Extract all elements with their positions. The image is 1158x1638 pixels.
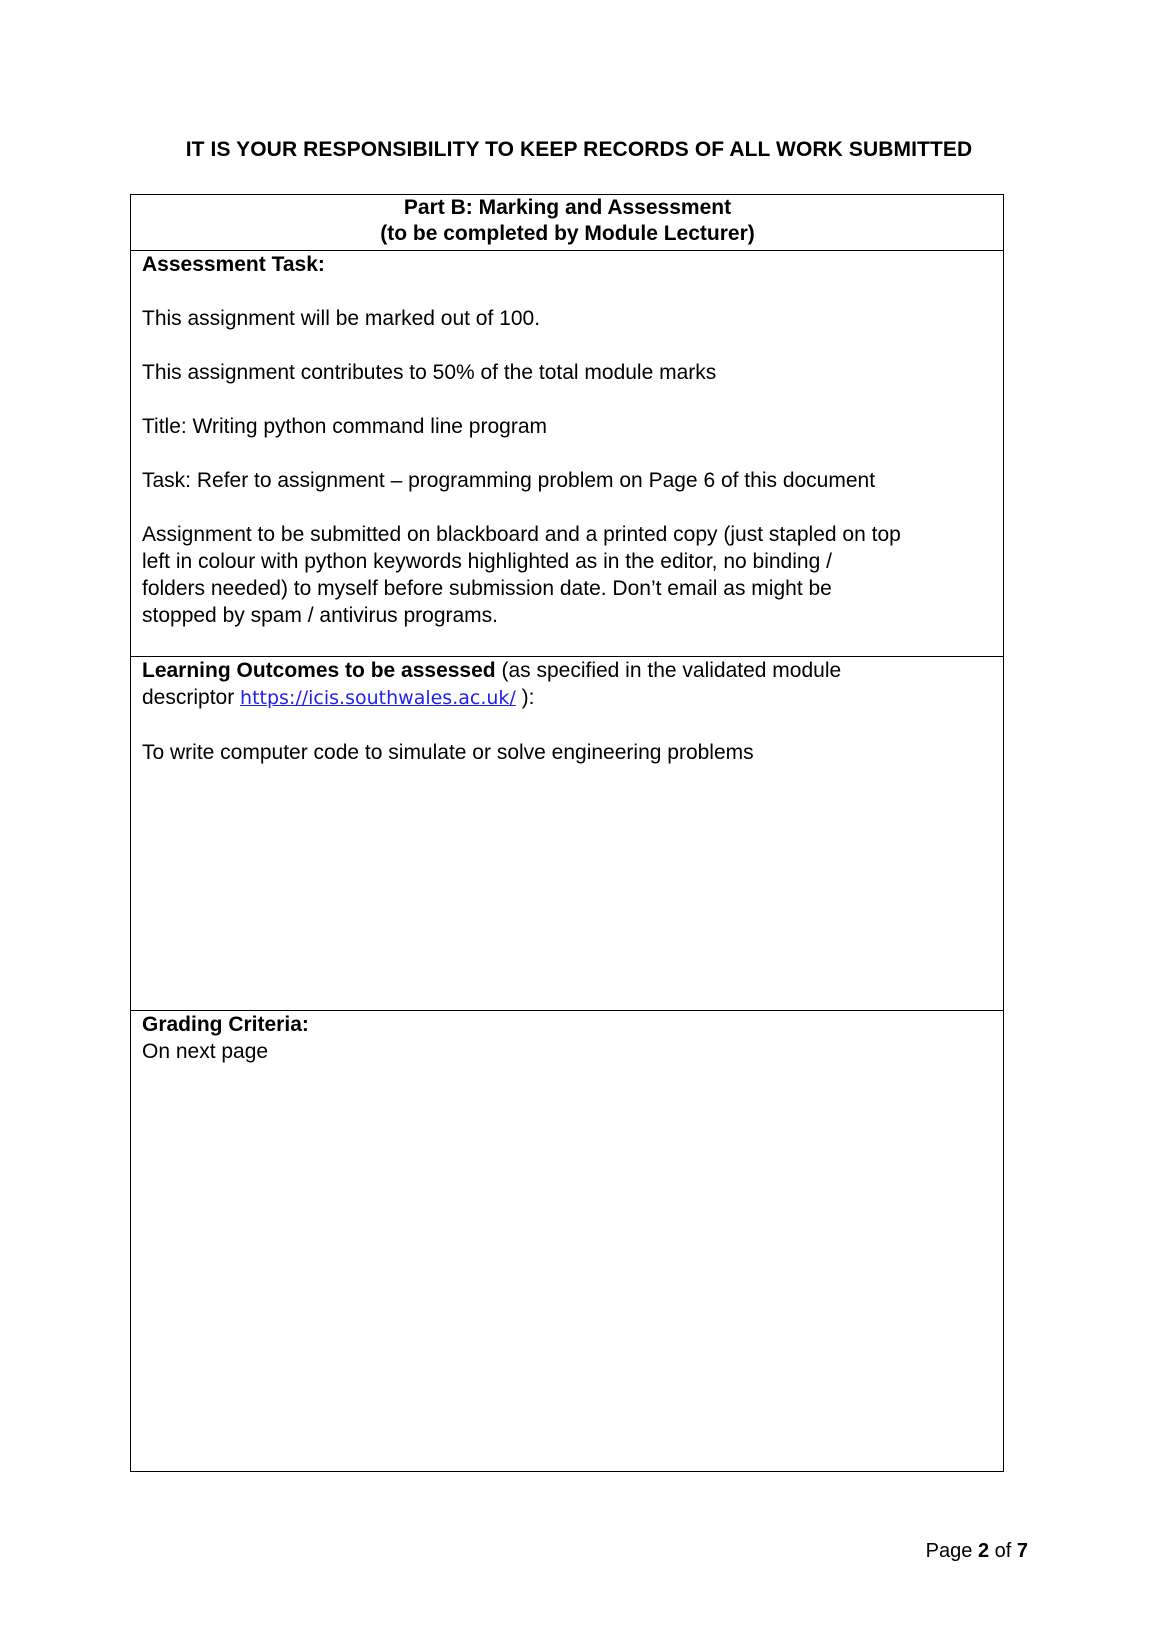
- total-pages: 7: [1016, 1540, 1028, 1562]
- learning-outcomes-section: [131, 656, 1003, 1010]
- submission-line: left in colour with python keywords highlighted as in the editor, no binding /: [142, 550, 832, 573]
- marked-out-of-text: This assignment will be marked out of 100.: [142, 307, 541, 330]
- part-b-header: [131, 195, 1003, 250]
- learning-outcomes-label-suffix: (as specified in the validated module: [495, 659, 842, 682]
- page-word: Page: [925, 1540, 973, 1562]
- grading-criteria-label: Grading Criteria:: [142, 1013, 309, 1036]
- part-b-title: Part B: Marking and Assessment: [403, 196, 732, 219]
- of-word: of: [994, 1540, 1012, 1562]
- submission-line: stopped by spam / antivirus programs.: [142, 604, 498, 627]
- submission-instructions: [142, 521, 993, 629]
- descriptor-prefix: descriptor: [142, 686, 241, 709]
- assessment-form-table: [130, 194, 1004, 1472]
- page-heading: IT IS YOUR RESPONSIBILITY TO KEEP RECORDS OF ALL WORK SUBMITTED: [185, 138, 973, 161]
- learning-outcomes-label: Learning Outcomes to be assessed: [142, 659, 496, 682]
- assignment-title-text: Title: Writing python command line program: [142, 415, 547, 438]
- assessment-task-section: [131, 250, 1003, 656]
- submission-line: folders needed) to myself before submission date. Don’t email as might be: [142, 577, 832, 600]
- grading-criteria-text: On next page: [142, 1040, 269, 1063]
- assessment-task-label: Assessment Task:: [142, 253, 325, 276]
- learning-outcome-text: To write computer code to simulate or solve engineering problems: [142, 741, 754, 764]
- module-descriptor-link[interactable]: https://icis.southwales.ac.uk/: [240, 687, 516, 709]
- task-text: Task: Refer to assignment – programming problem on Page 6 of this document: [142, 469, 876, 492]
- descriptor-line: [142, 684, 993, 712]
- descriptor-suffix: ):: [515, 686, 535, 709]
- page-footer: [926, 1540, 1028, 1563]
- page-number: 2: [977, 1540, 990, 1562]
- submission-line: Assignment to be submitted on blackboard and a printed copy (just stapled on top: [142, 523, 901, 546]
- part-b-subtitle: (to be completed by Module Lecturer): [380, 222, 755, 245]
- grading-criteria-section: [131, 1010, 1003, 1471]
- learning-outcomes-heading: [142, 657, 993, 684]
- contribution-text: This assignment contributes to 50% of the total module marks: [142, 361, 717, 384]
